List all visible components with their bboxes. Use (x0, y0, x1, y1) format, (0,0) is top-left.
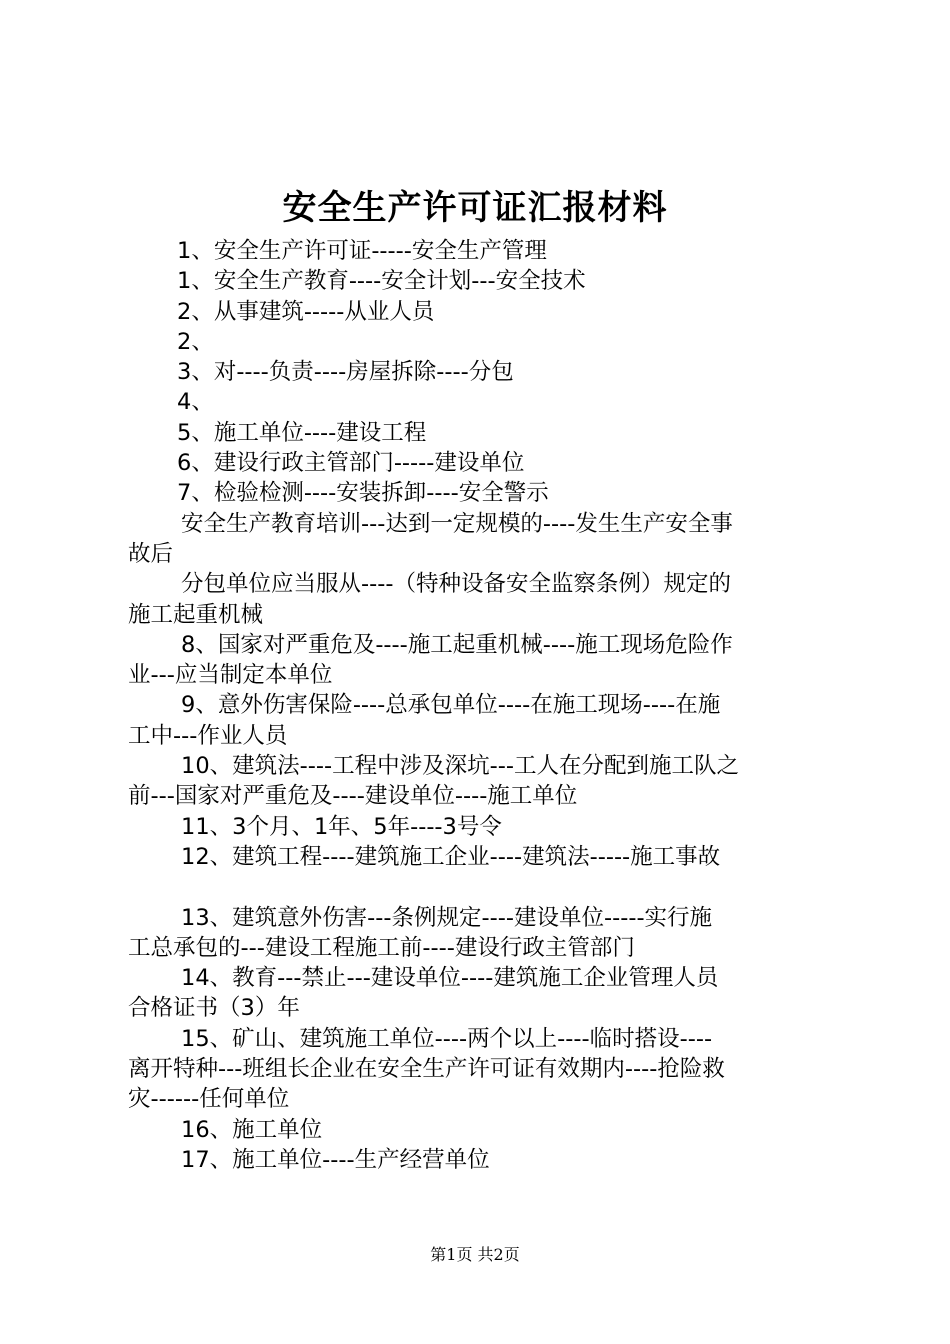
body-line: 施工起重机械 (128, 601, 264, 628)
body-line: 工总承包的---建设工程施工前----建设行政主管部门 (128, 934, 635, 961)
body-line: 合格证书（3）年 (128, 995, 300, 1022)
body-line: 14、教育---禁止---建设单位----建筑施工企业管理人员 (181, 965, 719, 992)
body-line: 3、对----负责----房屋拆除----分包 (177, 359, 514, 386)
body-line: 安全生产教育培训---达到一定规模的----发生生产安全事 (181, 510, 733, 537)
blank-line (128, 872, 834, 902)
document-body (128, 236, 834, 1175)
body-line: 7、检验检测----安装拆卸----安全警示 (177, 480, 549, 507)
page-footer: 第1页 共2页 (430, 1245, 520, 1264)
body-line: 4、 (177, 389, 214, 416)
body-line: 工中---作业人员 (128, 722, 288, 749)
body-line: 业---应当制定本单位 (128, 662, 333, 689)
body-line: 13、建筑意外伤害---条例规定----建设单位-----实行施 (181, 904, 713, 931)
body-line: 15、矿山、建筑施工单位----两个以上----临时搭设---- (181, 1025, 713, 1052)
body-line: 分包单位应当服从----（特种设备安全监察条例）规定的 (181, 571, 731, 598)
body-line: 2、 (177, 328, 214, 355)
body-line: 2、从事建筑-----从业人员 (177, 298, 435, 325)
body-line: 10、建筑法----工程中涉及深坑---工人在分配到施工队之 (181, 753, 739, 780)
body-line: 8、国家对严重危及----施工起重机械----施工现场危险作 (181, 631, 733, 658)
body-line: 16、施工单位 (181, 1116, 323, 1143)
body-line: 6、建设行政主管部门-----建设单位 (177, 450, 525, 477)
body-line: 9、意外伤害保险----总承包单位----在施工现场----在施 (181, 692, 721, 719)
body-line: 1、安全生产教育----安全计划---安全技术 (177, 268, 586, 295)
body-line: 前---国家对严重危及----建设单位----施工单位 (128, 783, 578, 810)
body-line: 11、3个月、1年、5年----3号令 (181, 813, 502, 840)
body-line: 1、安全生产许可证-----安全生产管理 (177, 238, 547, 264)
document-title: 安全生产许可证汇报材料 (282, 188, 668, 228)
body-line: 17、施工单位----生产经营单位 (181, 1146, 490, 1173)
body-line: 12、建筑工程----建筑施工企业----建筑法-----施工事故 (181, 843, 721, 870)
body-line: 5、施工单位----建设工程 (177, 419, 427, 446)
body-line: 故后 (128, 540, 174, 567)
body-line: 离开特种---班组长企业在安全生产许可证有效期内----抢险救 (128, 1056, 725, 1083)
body-line: 灾------任何单位 (128, 1086, 290, 1113)
